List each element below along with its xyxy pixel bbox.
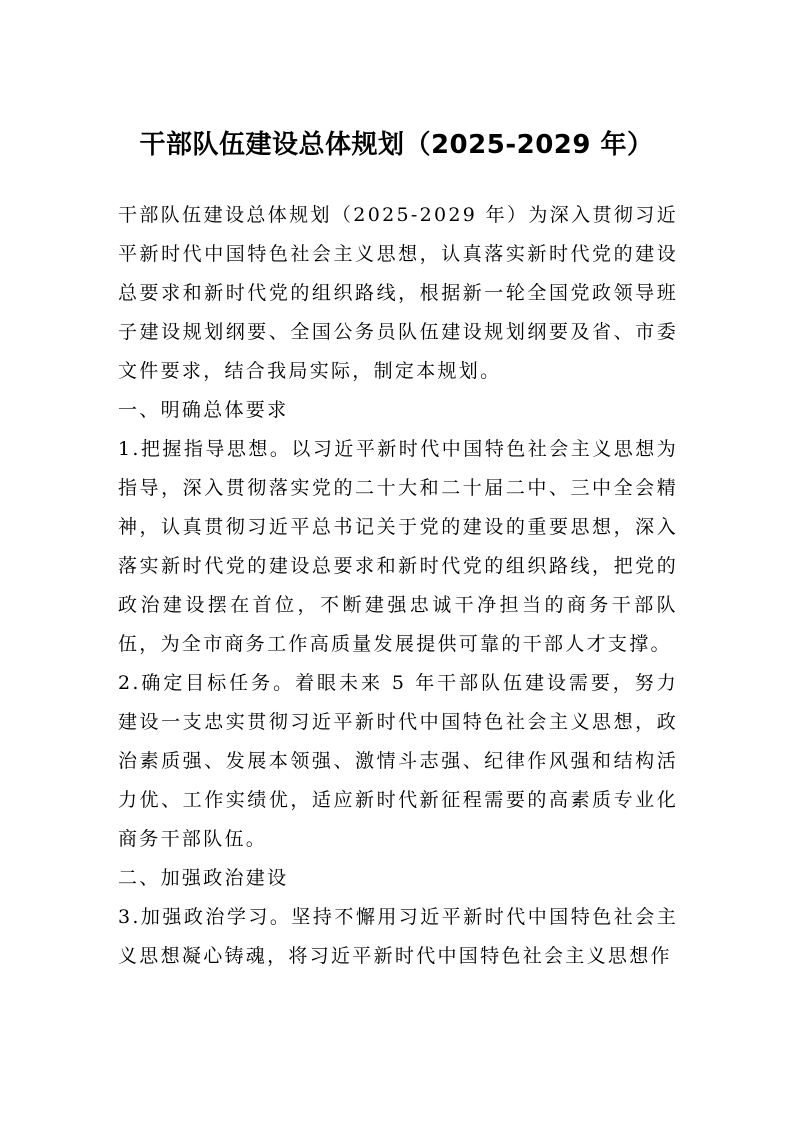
paragraph-2: 2.确定目标任务。着眼未来 5 年干部队伍建设需要，努力建设一支忠实贯彻习近平新时代中国特色社会主义思想，政治素质强、发展本领强、激情斗志强、纪律作风强和结构活力优、工作实绩优，适应新时代新征程需要的高素质专业化商务干部队伍。	[118, 672, 678, 850]
document-title: 干部队伍建设总体规划（2025-2029 年）	[139, 130, 654, 160]
paragraph-1: 1.把握指导思想。以习近平新时代中国特色社会主义思想为指导，深入贯彻落实党的二十大和二十届二中、三中全会精神，认真贯彻习近平总书记关于党的建设的重要思想，深入落实新时代党的建设总要求和新时代党的组织路线，把党的政治建设摆在首位，不断建强忠诚干净担当的商务干部队伍，为全市商务工作高质量发展提供可靠的干部人才支撑。	[118, 438, 678, 655]
paragraph-3: 3.加强政治学习。坚持不懈用习近平新时代中国特色社会主义思想凝心铸魂，将习近平新时代中国特色社会主义思想作	[118, 906, 678, 967]
section-heading-2: 二、加强政治建设	[118, 867, 289, 889]
document-body	[118, 196, 678, 976]
section-heading-1: 一、明确总体要求	[118, 399, 289, 421]
paragraph-intro: 干部队伍建设总体规划（2025-2029 年）为深入贯彻习近平新时代中国特色社会主义思想，认真落实新时代党的建设总要求和新时代党的组织路线，根据新一轮全国党政领导班子建设规划纲要、全国公务员队伍建设规划纲要及省、市委文件要求，结合我局实际，制定本规划。	[118, 204, 678, 382]
